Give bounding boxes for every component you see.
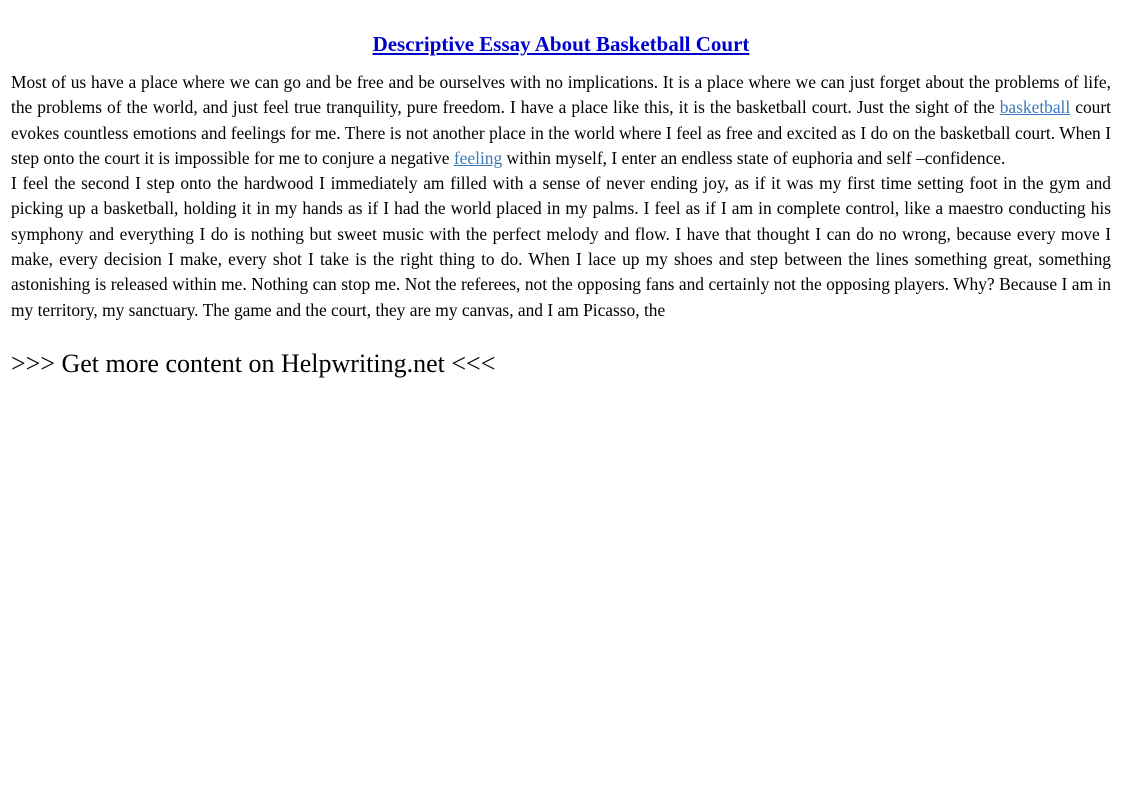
paragraph-1-text-c: within myself, I enter an endless state of euphoria and self –confidence.: [502, 147, 1006, 168]
page-title: [11, 30, 1111, 58]
essay-body: [11, 70, 1111, 323]
more-content-link[interactable]: >>> Get more content on Helpwriting.net <<<: [11, 348, 496, 378]
feeling-link[interactable]: feeling: [453, 147, 503, 168]
document-page: [11, 0, 1111, 380]
paragraph-1-text-a: Most of us have a place where we can go and be free and be ourselves with no implications. It is a place where we can just forget about the problems of life, the problems of the world, and just feel true tranquility, pure freedom. I have a place like this, it is the basketball court. Just the sight of the: [11, 72, 1111, 118]
title-link[interactable]: Descriptive Essay About Basketball Court: [372, 32, 750, 56]
essay-paragraph-2: I feel the second I step onto the hardwood I immediately am filled with a sense of never ending joy, as if it was my first time setting foot in the gym and picking up a basketball, holding it in my hands as if I had the world placed in my palms. I feel as if I am in complete control, like a maestro conducting his symphony and everything I do is nothing but sweet music with the perfect melody and flow. I have that thought I can do no wrong, because every move I make, every decision I make, every shot I take is the right thing to do. When I lace up my shoes and step between the lines something great, something astonishing is released within me. Nothing can stop me. Not the referees, not the opposing fans and certainly not the opposing players. Why? Because I am in my territory, my sanctuary. The game and the court, they are my canvas, and I am Picasso, the: [11, 173, 1111, 320]
paragraph-1-text-b: court evokes countless emotions and feelings for me. There is not another place in the world where I feel as free and excited as I do on the basketball court. When I step onto the court it is impossible for me to conjure a negative: [11, 97, 1111, 168]
essay-paragraph-1: [11, 70, 1111, 171]
basketball-link[interactable]: basketball: [999, 97, 1071, 118]
more-content-cta: [11, 348, 1111, 380]
